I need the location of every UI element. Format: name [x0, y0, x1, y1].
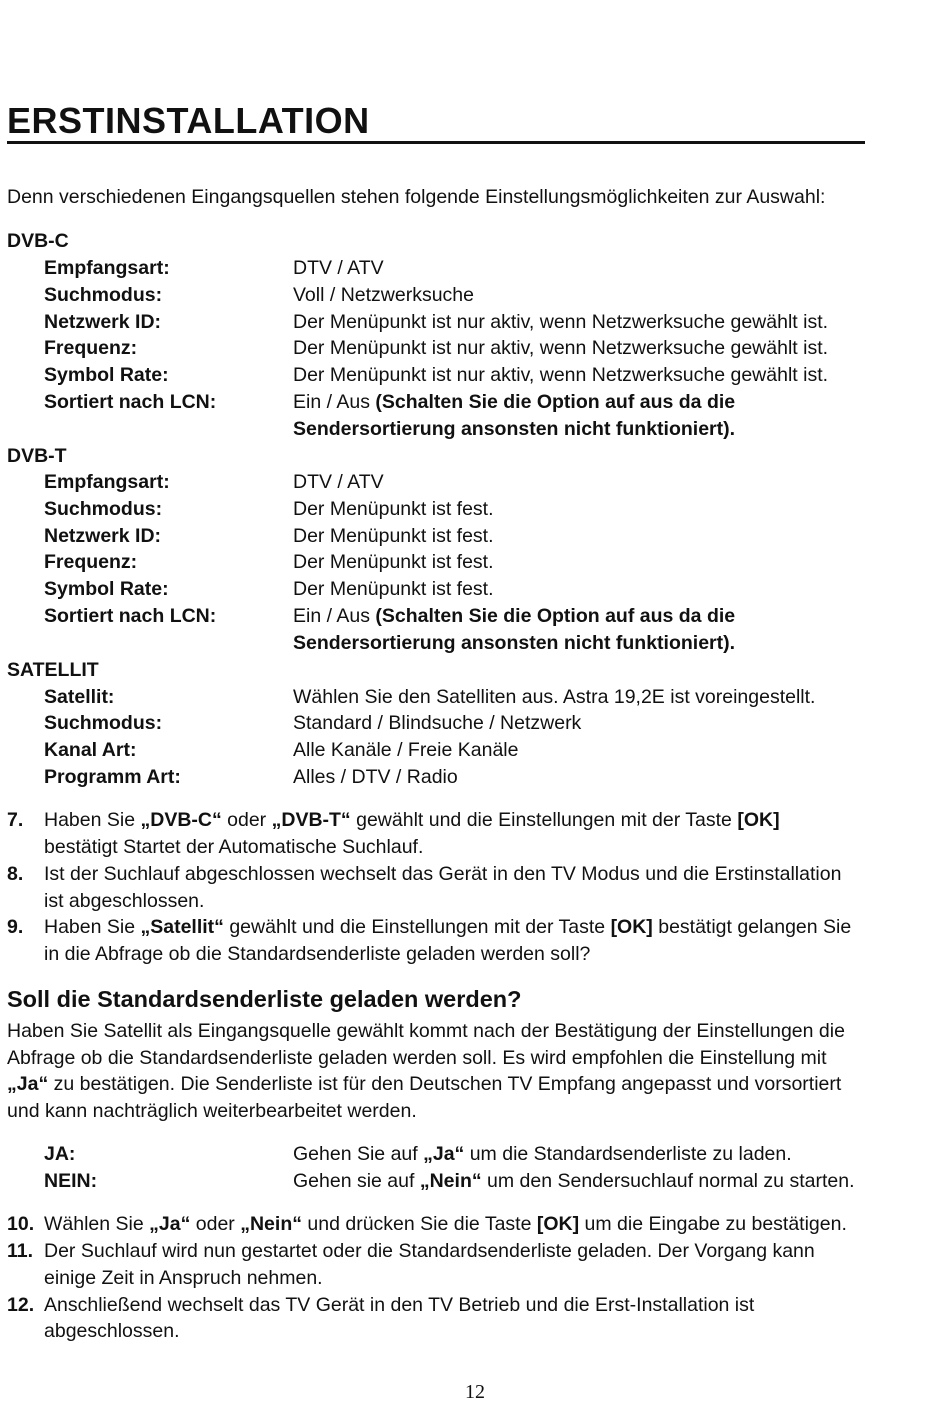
list-text: in die Abfrage ob die Standardsenderliste geladen werden soll?: [44, 943, 591, 965]
setting-label: Frequenz:: [44, 551, 138, 573]
paragraph-line: und kann nachträglich weiterbearbeitet werden.: [7, 1100, 417, 1122]
text-run: Wählen Sie: [44, 1213, 150, 1235]
text-emphasis: „Ja“: [149, 1213, 191, 1235]
list-number: 8.: [7, 863, 24, 885]
text-run: Gehen sie auf: [293, 1170, 420, 1192]
section-heading-dvbt: DVB-T: [7, 445, 67, 467]
setting-value: Der Menüpunkt ist nur aktiv, wenn Netzwerksuche gewählt ist.: [293, 337, 829, 359]
section-heading-satellit: SATELLIT: [7, 659, 99, 681]
text-emphasis: „Nein“: [419, 1170, 482, 1192]
list-text: Ist der Suchlauf abgeschlossen wechselt das Gerät in den TV Modus und die Erstinstallation: [44, 863, 842, 885]
text-emphasis: „Ja“: [7, 1073, 49, 1095]
list-text: ist abgeschlossen.: [44, 890, 205, 912]
setting-value: Alle Kanäle / Freie Kanäle: [293, 739, 519, 761]
setting-label: Frequenz:: [44, 337, 138, 359]
setting-label: Symbol Rate:: [44, 364, 169, 386]
setting-value-note: (Schalten Sie die Option auf aus da die: [375, 391, 736, 413]
text-run: um die Eingabe zu bestätigen.: [579, 1213, 847, 1235]
setting-label: Empfangsart:: [44, 471, 170, 493]
text-emphasis: „Ja“: [423, 1143, 465, 1165]
intro-text: Denn verschiedenen Eingangsquellen stehen folgende Einstellungsmöglichkeiten zur Auswahl:: [7, 186, 826, 208]
paragraph-line: [7, 1073, 841, 1096]
text-emphasis: „DVB-C“: [140, 809, 222, 831]
list-text: [44, 809, 780, 832]
text-run: bestätigt gelangen Sie: [652, 916, 852, 938]
list-text: [44, 916, 851, 939]
setting-value: Voll / Netzwerksuche: [293, 284, 474, 306]
setting-value-note-cont: Sendersortierung ansonsten nicht funktioniert).: [293, 632, 736, 654]
setting-label: Kanal Art:: [44, 739, 137, 761]
list-number: 9.: [7, 916, 24, 938]
title-underline: [7, 141, 865, 144]
text-run: gewählt und die Einstellungen mit der Taste: [223, 916, 611, 938]
setting-value: Standard / Blindsuche / Netzwerk: [293, 712, 582, 734]
list-number: 7.: [7, 809, 24, 831]
list-text: einige Zeit in Anspruch nehmen.: [44, 1267, 323, 1289]
list-text: Anschließend wechselt das TV Gerät in den TV Betrieb und die Erst-Installation ist: [44, 1294, 755, 1316]
list-number: 12.: [7, 1294, 35, 1316]
text-run: oder: [190, 1213, 241, 1235]
option-label: NEIN:: [44, 1170, 98, 1192]
text-run: zu bestätigen. Die Senderliste ist für den Deutschen TV Empfang angepasst und vorsortiert: [48, 1073, 842, 1095]
list-text: Der Suchlauf wird nun gestartet oder die Standardsenderliste geladen. Der Vorgang kann: [44, 1240, 815, 1262]
section-heading-dvbc: DVB-C: [7, 230, 69, 252]
text-run: um die Standardsenderliste zu laden.: [464, 1143, 792, 1165]
setting-label: Sortiert nach LCN:: [44, 605, 217, 627]
setting-value-plain: Ein / Aus: [293, 605, 376, 627]
setting-label: Empfangsart:: [44, 257, 170, 279]
setting-label: Netzwerk ID:: [44, 311, 162, 333]
setting-label: Satellit:: [44, 686, 115, 708]
setting-value-note: (Schalten Sie die Option auf aus da die: [375, 605, 736, 627]
setting-value: Der Menüpunkt ist nur aktiv, wenn Netzwerksuche gewählt ist.: [293, 311, 829, 333]
setting-label: Suchmodus:: [44, 712, 163, 734]
setting-value: Der Menüpunkt ist fest.: [293, 525, 494, 547]
setting-value: Alles / DTV / Radio: [293, 766, 458, 788]
text-run: Haben Sie: [44, 916, 141, 938]
setting-value-plain: Ein / Aus: [293, 391, 376, 413]
setting-value: DTV / ATV: [293, 257, 384, 279]
setting-value: Der Menüpunkt ist nur aktiv, wenn Netzwerksuche gewählt ist.: [293, 364, 829, 386]
text-emphasis: [OK]: [610, 916, 653, 938]
setting-label: Netzwerk ID:: [44, 525, 162, 547]
text-run: um den Sendersuchlauf normal zu starten.: [481, 1170, 855, 1192]
text-run: und drücken Sie die Taste: [301, 1213, 537, 1235]
list-number: 11.: [7, 1240, 34, 1262]
text-run: oder: [221, 809, 272, 831]
list-text: [44, 1213, 847, 1236]
setting-value: [293, 391, 933, 414]
option-value: [293, 1170, 933, 1193]
paragraph-line: Haben Sie Satellit als Eingangsquelle gewählt kommt nach der Bestätigung der Einstellungen die: [7, 1020, 845, 1042]
setting-value: Der Menüpunkt ist fest.: [293, 551, 494, 573]
setting-value: DTV / ATV: [293, 471, 384, 493]
text-run: gewählt und die Einstellungen mit der Taste: [350, 809, 738, 831]
text-emphasis: [OK]: [536, 1213, 580, 1235]
page-title: ERSTINSTALLATION: [7, 100, 370, 141]
text-run: Gehen Sie auf: [293, 1143, 424, 1165]
list-text: bestätigt Startet der Automatische Suchlauf.: [44, 836, 424, 858]
text-emphasis: „Nein“: [240, 1213, 302, 1235]
text-emphasis: „Satellit“: [140, 916, 224, 938]
setting-label: Sortiert nach LCN:: [44, 391, 217, 413]
text-emphasis: „DVB-T“: [271, 809, 351, 831]
section-subheading: Soll die Standardsenderliste geladen werden?: [7, 986, 522, 1012]
setting-value: Wählen Sie den Satelliten aus. Astra 19,2E ist voreingestellt.: [293, 686, 816, 708]
setting-value: Der Menüpunkt ist fest.: [293, 498, 494, 520]
setting-label: Suchmodus:: [44, 284, 163, 306]
setting-value-note-cont: Sendersortierung ansonsten nicht funktioniert).: [293, 418, 736, 440]
setting-label: Suchmodus:: [44, 498, 163, 520]
option-label: JA:: [44, 1143, 76, 1165]
text-run: Haben Sie: [44, 809, 141, 831]
list-text: abgeschlossen.: [44, 1320, 180, 1342]
setting-value: Der Menüpunkt ist fest.: [293, 578, 494, 600]
list-number: 10.: [7, 1213, 35, 1235]
text-emphasis: [OK]: [737, 809, 780, 831]
option-value: [293, 1143, 933, 1166]
setting-label: Programm Art:: [44, 766, 181, 788]
setting-value: [293, 605, 933, 628]
paragraph-line: Abfrage ob die Standardsenderliste geladen werden soll. Es wird empfohlen die Einstellung mit: [7, 1047, 827, 1069]
page-number: 12: [465, 1381, 485, 1403]
setting-label: Symbol Rate:: [44, 578, 169, 600]
